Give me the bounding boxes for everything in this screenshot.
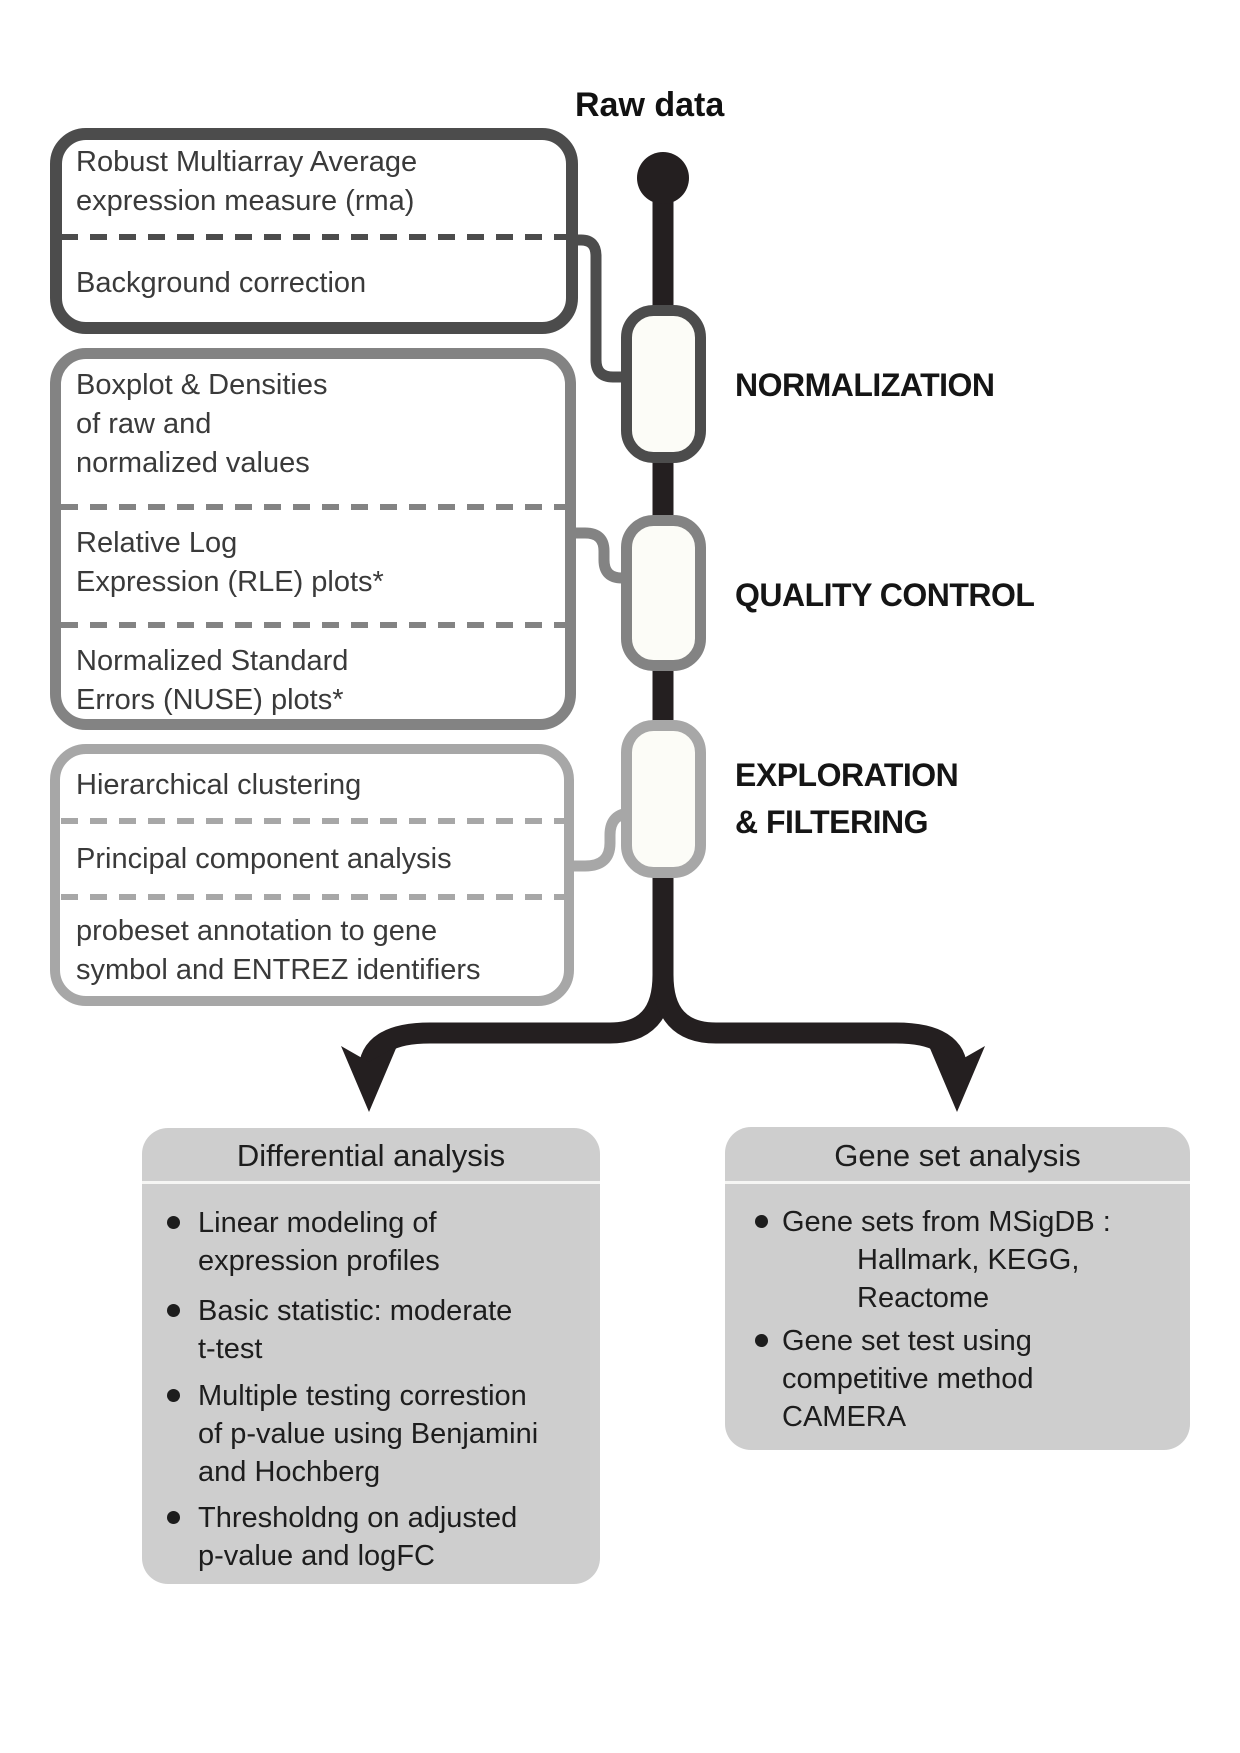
dashed-separator	[61, 894, 567, 900]
stage-label-quality-control: QUALITY CONTROL	[735, 577, 1035, 613]
capsule-normalization	[627, 311, 701, 458]
panel-title-separator	[725, 1181, 1190, 1184]
qc-step-line: Expression (RLE) plots*	[76, 566, 384, 598]
raw-data-label: Raw data	[575, 86, 725, 124]
bullet-icon	[167, 1389, 180, 1402]
qc-step-line: Errors (NUSE) plots*	[76, 684, 344, 716]
qc-step-line: of raw and	[76, 408, 212, 440]
diff-bullet-line: t-test	[198, 1333, 263, 1365]
dashed-separator	[61, 818, 567, 824]
qc-step-line: Normalized Standard	[76, 645, 349, 677]
dashed-separator	[61, 504, 567, 510]
raw-data-node	[637, 152, 689, 204]
dashed-separator	[61, 234, 567, 240]
diff-bullet-line: Thresholdng on adjusted	[198, 1502, 518, 1534]
qc-step-line: Boxplot & Densities	[76, 369, 328, 401]
bullet-icon	[167, 1304, 180, 1317]
qc-step-line: normalized values	[76, 447, 310, 479]
capsule-exploration	[627, 726, 701, 873]
capsule-quality-control	[627, 521, 701, 666]
gsa-bullet-line: Gene sets from MSigDB :	[782, 1206, 1111, 1238]
branch-right-arm	[663, 975, 957, 1072]
bullet-icon	[755, 1334, 768, 1347]
bullet-icon	[167, 1511, 180, 1524]
gsa-bullet-line: CAMERA	[782, 1401, 907, 1433]
gsa-bullet-line: competitive method	[782, 1363, 1034, 1395]
stage-label-normalization: NORMALIZATION	[735, 367, 995, 403]
diff-bullet-line: Basic statistic: moderate	[198, 1295, 513, 1327]
panel-title-separator	[142, 1181, 600, 1184]
exploration-step-line: symbol and ENTREZ identifiers	[76, 954, 481, 986]
stage-label-exploration-line2: & FILTERING	[735, 804, 928, 840]
bullet-icon	[167, 1216, 180, 1229]
diff-bullet-line: of p-value using Benjamini	[198, 1418, 539, 1450]
diff-bullet-line: Linear modeling of	[198, 1207, 437, 1239]
diff-bullet-line: expression profiles	[198, 1245, 440, 1277]
diff-bullet-line: Multiple testing correstion	[198, 1380, 527, 1412]
diff-bullet-line: p-value and logFC	[198, 1540, 435, 1572]
differential-analysis-title: Differential analysis	[236, 1138, 506, 1173]
dashed-separator	[61, 622, 567, 628]
normalization-step-line: expression measure (rma)	[76, 185, 415, 217]
normalization-step-line: Robust Multiarray Average	[76, 146, 418, 178]
normalization-step-line: Background correction	[76, 267, 367, 299]
exploration-step-line: Hierarchical clustering	[76, 769, 362, 801]
gsa-bullet-line: Gene set test using	[782, 1325, 1032, 1357]
gene-set-analysis-title: Gene set analysis	[834, 1138, 1081, 1173]
gsa-bullet-line: Reactome	[857, 1282, 990, 1314]
exploration-step-line: Principal component analysis	[76, 843, 452, 875]
exploration-step-line: probeset annotation to gene	[76, 915, 438, 947]
bullet-icon	[755, 1215, 768, 1228]
diff-bullet-line: and Hochberg	[198, 1456, 381, 1488]
qc-step-line: Relative Log	[76, 527, 238, 559]
stage-label-exploration-line1: EXPLORATION	[735, 757, 959, 793]
gsa-bullet-line: Hallmark, KEGG,	[857, 1244, 1080, 1276]
